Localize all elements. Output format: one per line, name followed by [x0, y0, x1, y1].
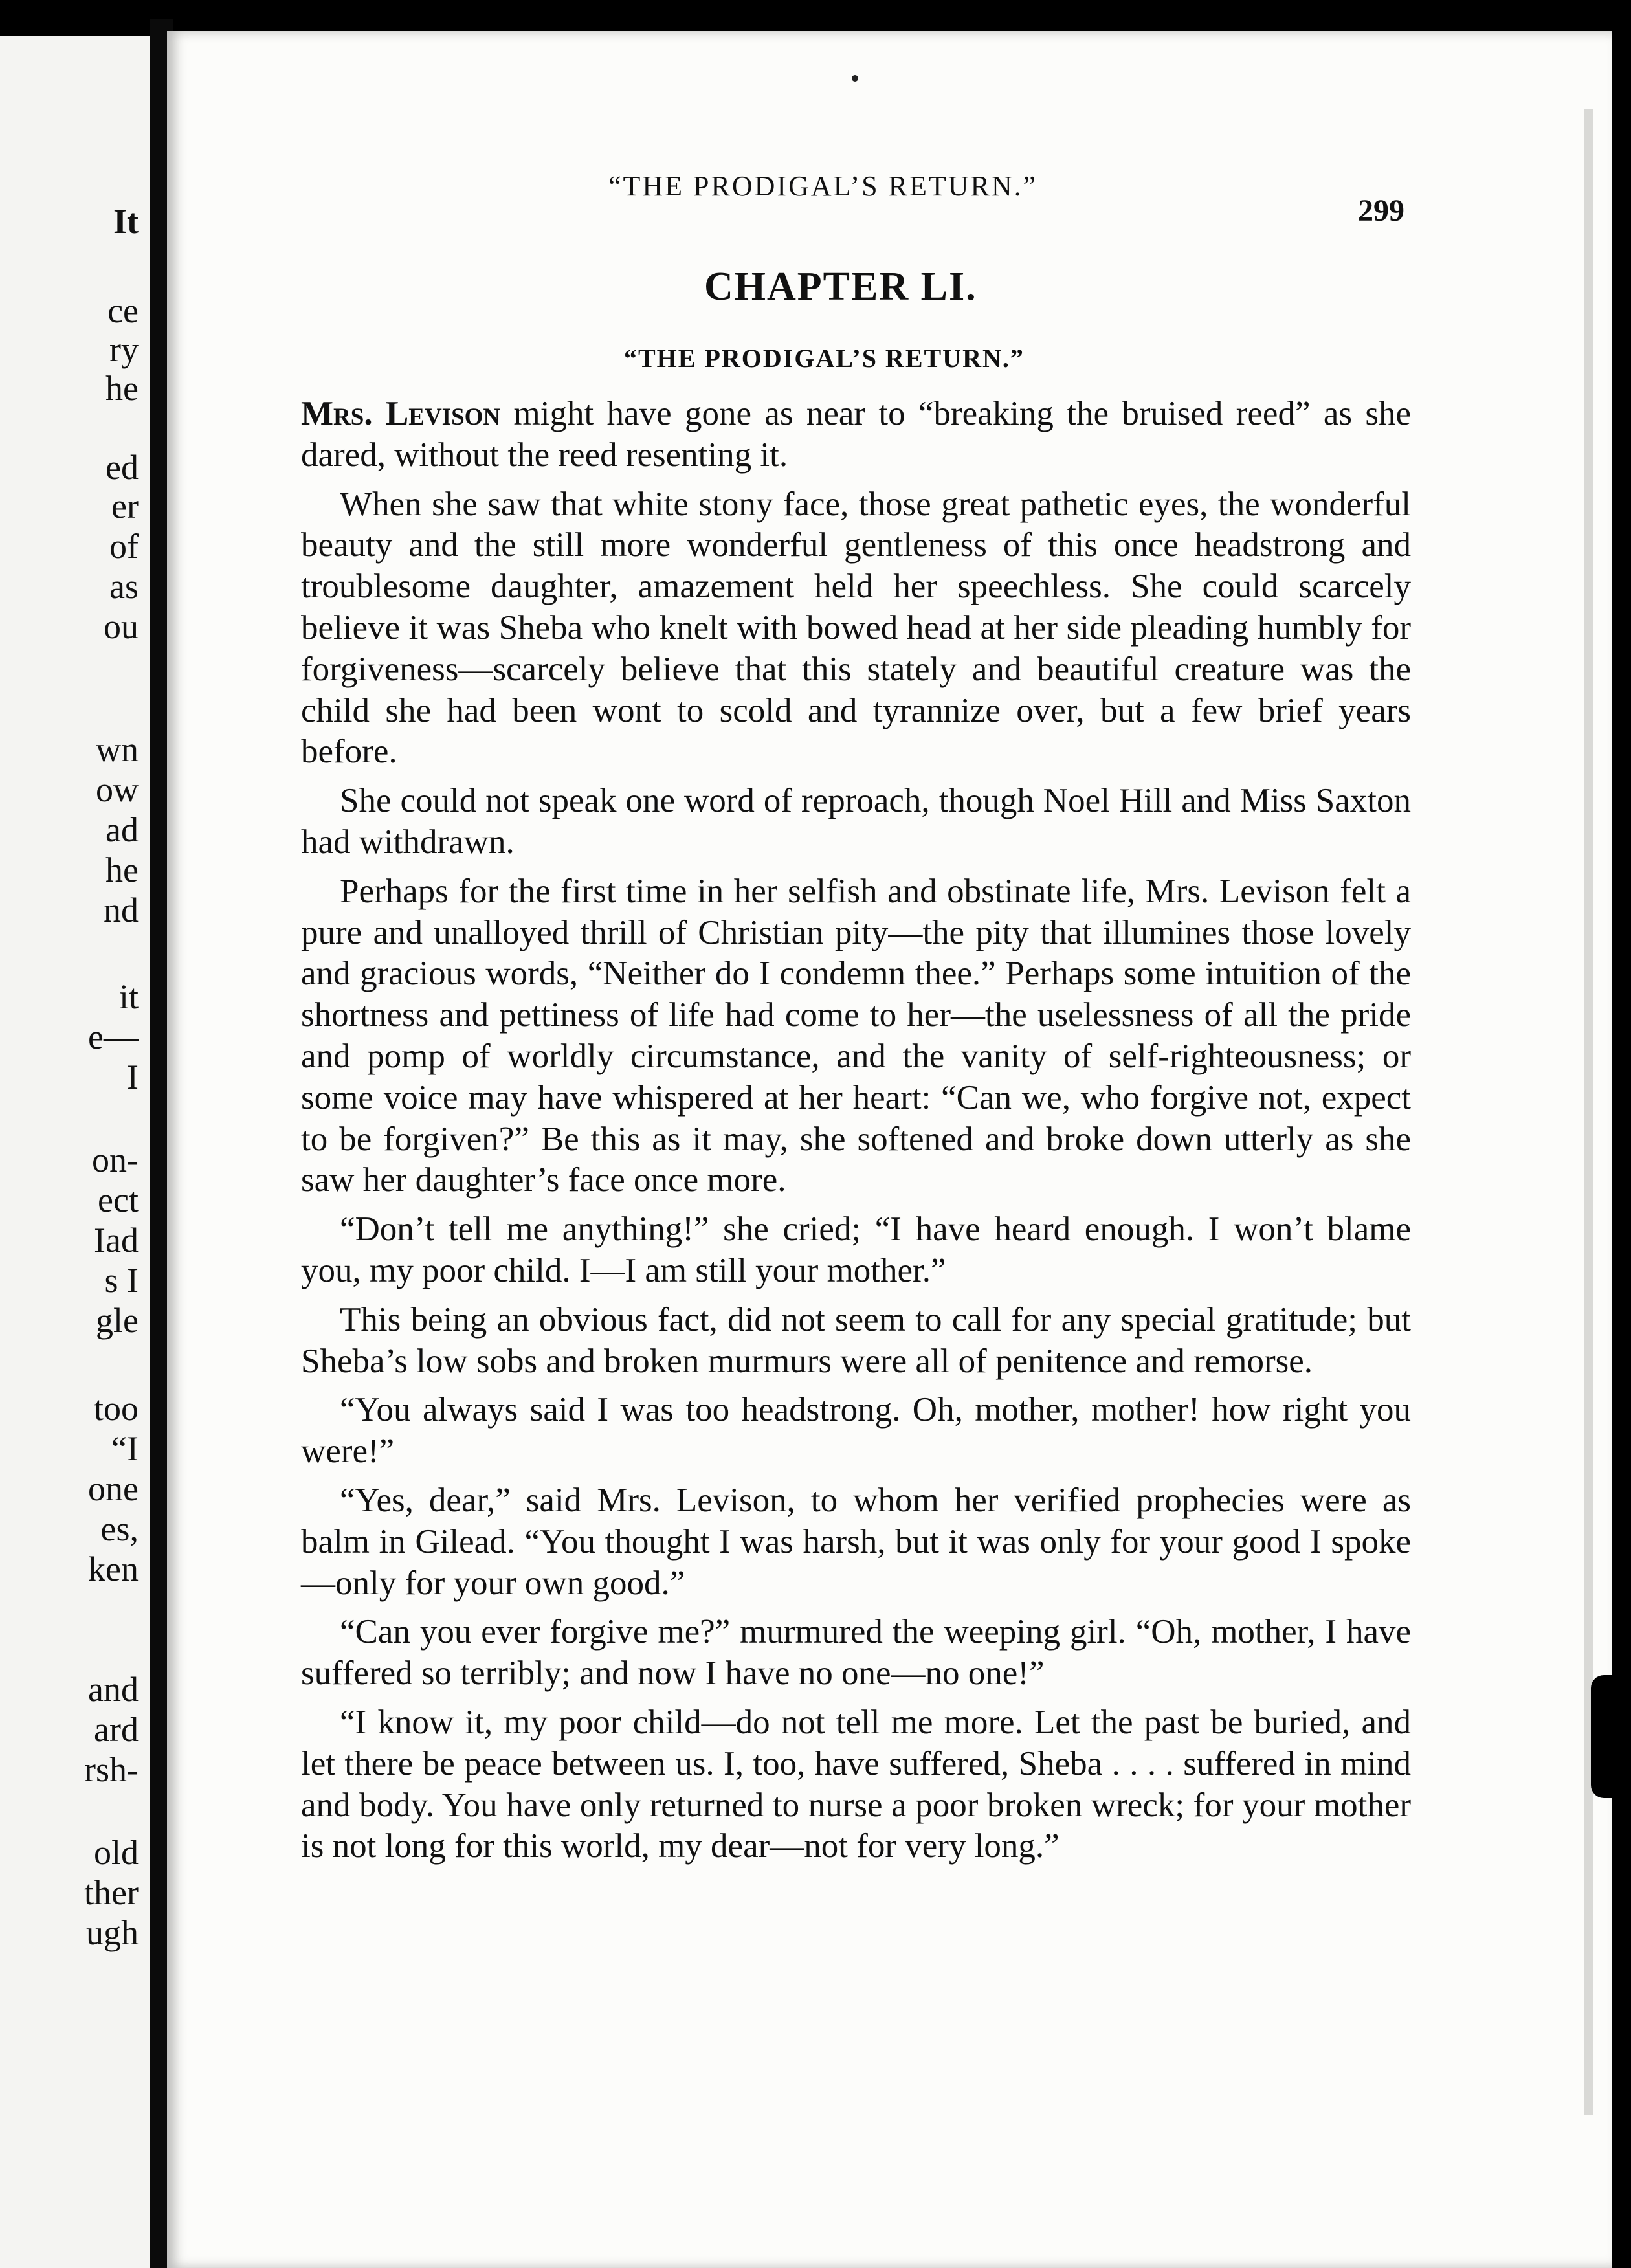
left-page-fragment-line: on-: [92, 1140, 139, 1179]
left-page-fragment-line: ugh: [86, 1913, 139, 1952]
left-page-fragment-line: es,: [100, 1509, 139, 1548]
chapter-subtitle: “THE PRODIGAL’S RETURN.”: [624, 344, 1025, 373]
left-page-fragment-line: he: [105, 850, 139, 889]
left-page-fragment-line: ed: [105, 448, 139, 487]
left-page-fragment-line: e—: [88, 1017, 139, 1056]
page-number: 299: [1358, 194, 1404, 228]
paragraph: “I know it, my poor child—do not tell me more. Let the past be buried, and let there be peace between us. I, too, have suffered, Sheba . . . . suffered in mind and body. You have only returned to nurse a poor broken wreck; for your mother is not long for this world, my dear—not for very long.”: [301, 1703, 1411, 1865]
left-page-fragment-line: nd: [104, 891, 139, 929]
left-page-fragment-line: of: [109, 527, 139, 566]
page-notch: [1591, 1675, 1612, 1798]
paragraph: “Can you ever forgive me?” murmured the weeping girl. “Oh, mother, I have suffered so terribly; and now I have no one—no one!”: [301, 1613, 1411, 1693]
paragraph: “Don’t tell me anything!” she cried; “I have heard enough. I won’t blame you, my poor child. I—I am still your mother.”: [301, 1210, 1411, 1289]
left-page-fragment-line: he: [105, 369, 139, 408]
left-page-fragment-line: er: [111, 487, 139, 526]
paragraph: This being an obvious fact, did not seem to call for any special gratitude; but Sheba’s low sobs and broken murmurs were all of penitence and remorse.: [301, 1300, 1411, 1380]
left-page-fragment-line: one: [88, 1469, 139, 1508]
left-page-fragment-line: as: [109, 567, 139, 606]
left-page-fragment-line: too: [93, 1389, 139, 1428]
opening-text: might have gone as near to “breaking the bruised reed” as she dared, without the reed resenting it.: [301, 395, 1411, 474]
left-page-fragment-line: s I: [104, 1261, 139, 1300]
left-page-fragment-line: ect: [98, 1181, 139, 1219]
left-page-fragment-line: wn: [96, 730, 139, 769]
left-page-fragment-line: and: [88, 1670, 139, 1709]
paragraph: When she saw that white stony face, those great pathetic eyes, the wonderful beauty and the still more wonderful gentleness of this once headstrong and troublesome daughter, amazement held her speechless. She could scarcely believe it was Sheba who knelt with bowed head at her side pleading humbly for forgiveness—scarcely believe that this stately and beautiful creature was the child she had been wont to scold and tyrannize over, but a few brief years before.: [301, 485, 1411, 771]
left-page-fragment-line: I: [127, 1058, 139, 1096]
left-page-fragment-line: ken: [88, 1550, 139, 1588]
print-speck: [852, 75, 858, 82]
paragraph: She could not speak one word of reproach, though Noel Hill and Miss Saxton had withdrawn.: [301, 782, 1411, 861]
left-page-fragment-line: ther: [84, 1873, 139, 1912]
chapter-title: CHAPTER LI.: [704, 265, 977, 309]
left-page-fragment-line: ad: [105, 810, 139, 849]
left-page-fragment-line: it: [118, 977, 139, 1016]
page-edge: [1584, 109, 1593, 2115]
paragraph: Perhaps for the first time in her selfish and obstinate life, Mrs. Levison felt a pure and unalloyed thrill of Christian pity—the pity that illumines those lovely and gracious words, “Neither do I condemn thee.” Perhaps some intuition of the shortness and pettiness of life had come to her—the uselessness of all the pride and pomp of worldly circumstance, and the vanity of self-righteousness; or some voice may have whispered at her heart: “Can we, who forgive not, expect to be forgiven?” Be this as it may, she softened and broke down utterly as she saw her daughter’s face once more.: [301, 872, 1411, 1199]
left-page-fragment-line: old: [93, 1833, 139, 1872]
left-page-fragment-line: ard: [94, 1710, 139, 1749]
left-page-fragment-line: It: [113, 202, 139, 241]
left-page-fragment-line: ow: [96, 770, 139, 809]
opening-paragraph: [301, 394, 1411, 476]
left-page-fragment-line: rsh-: [84, 1750, 139, 1789]
left-page-fragment: [0, 36, 150, 2268]
left-page-fragment-line: “I: [111, 1429, 139, 1468]
left-page-fragment-line: ou: [104, 607, 139, 646]
left-page-fragment-line: gle: [96, 1301, 139, 1340]
left-page-fragment-line: Iad: [94, 1221, 139, 1260]
left-page-fragment-line: ry: [109, 330, 139, 369]
paragraph: “Yes, dear,” said Mrs. Levison, to whom her verified prophecies were as balm in Gilead. “You thought I was harsh, but it was only for your good I spoke—only for your own good.”: [301, 1481, 1411, 1602]
paragraph: “You always said I was too headstrong. Oh, mother, mother! how right you were!”: [301, 1391, 1411, 1471]
running-head: “THE PRODIGAL’S RETURN.”: [608, 170, 1038, 202]
chapter-body: [301, 394, 1411, 1875]
opening-name: Mrs. Levison: [301, 395, 501, 432]
left-page-fragment-line: ce: [107, 291, 139, 330]
